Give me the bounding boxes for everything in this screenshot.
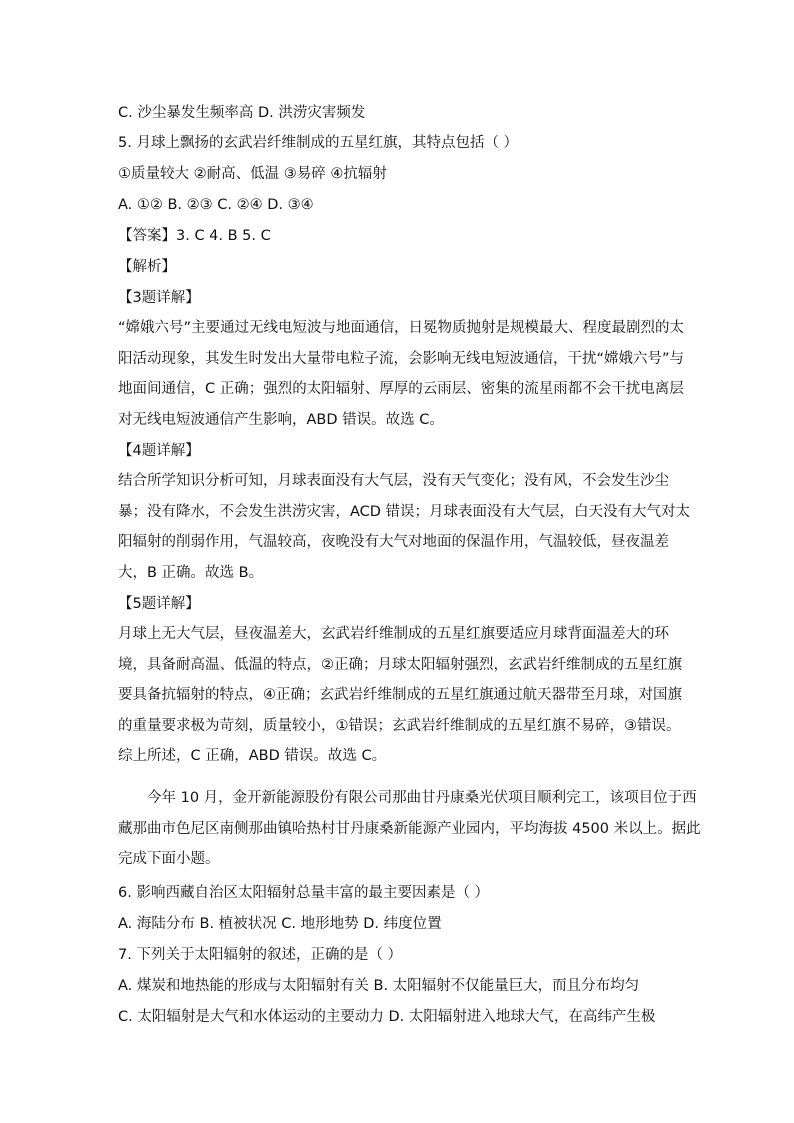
passage-line: 完成下面小题。 [118, 851, 220, 868]
q3-line: 对无线电短波通信产生影响，ABD 错误。故选 C。 [118, 411, 444, 428]
q4-line: 阳辐射的削弱作用，气温较高，夜晚没有大气对地面的保温作用，气温较低，昼夜温差 [118, 534, 669, 551]
q6-stem: 6. 影响西藏自治区太阳辐射总量丰富的最主要因素是（ ） [118, 885, 490, 901]
q4-options-cd: C. 沙尘暴发生频率高 D. 洪涝灾害频发 [118, 105, 366, 121]
q5-line: 要具备抗辐射的特点，④正确；玄武岩纤维制成的五星红旗通过航天器带至月球，对国旗 [118, 687, 682, 704]
q7-options-ab: A. 煤炭和地热能的形成与太阳辐射有关 B. 太阳辐射不仅能量巨大，而且分布均匀 [118, 978, 640, 994]
analysis-heading: 【解析】 [118, 259, 176, 275]
answer-line: 【答案】3. C 4. B 5. C [118, 228, 271, 244]
q5-detail-heading: 【5题详解】 [118, 596, 200, 612]
q5-explanation [118, 619, 682, 772]
passage-line: 今年 10 月，金开新能源股份有限公司那曲甘丹康桑光伏项目顺利完工，该项目位于西 [147, 790, 697, 806]
q7-options-cd: C. 太阳辐射是大气和水体运动的主要动力 D. 太阳辐射进入地球大气，在高纬产生极 [118, 1009, 656, 1025]
q7-stem: 7. 下列关于太阳辐射的叙述，正确的是（ ） [118, 947, 403, 963]
q5-stem: 5. 月球上飘扬的玄武岩纤维制成的五星红旗，其特点包括（ ） [118, 135, 519, 151]
q4-explanation [118, 466, 691, 588]
passage-line: 藏那曲市色尼区南侧那曲镇哈热村甘丹康桑新能源产业园内，平均海拔 4500 米以上。据此 [118, 820, 701, 837]
q3-line: “嫦娥六号”主要通过无线电短波与地面通信，日冕物质抛射是规模最大、程度最剧烈的太 [118, 320, 685, 336]
q3-line: 地面间通信，C 正确；强烈的太阳辐射、厚厚的云雨层、密集的流星雨都不会干扰电离层 [118, 381, 684, 398]
q4-line: 结合所学知识分析可知，月球表面没有大气层，没有天气变化；没有风，不会发生沙尘 [118, 473, 669, 489]
q4-detail-heading: 【4题详解】 [118, 443, 200, 459]
q5-line: 月球上无大气层，昼夜温差大，玄武岩纤维制成的五星红旗要适应月球背面温差大的环 [118, 626, 669, 642]
q3-explanation [118, 313, 685, 435]
q6-options: A. 海陆分布 B. 植被状况 C. 地形地势 D. 纬度位置 [118, 916, 442, 932]
q3-line: 阳活动现象，其发生时发出大量带电粒子流，会影响无线电短波通信，干扰“嫦娥六号”与 [118, 350, 685, 367]
q3-detail-heading: 【3题详解】 [118, 290, 200, 306]
q5-items: ①质量较大 ②耐高、低温 ③易碎 ④抗辐射 [118, 166, 387, 182]
q4-line: 大，B 正确。故选 B。 [118, 564, 264, 581]
q5-line: 综上所述，C 正确，ABD 错误。故选 C。 [118, 748, 387, 765]
q4-line: 暴；没有降水，不会发生洪涝灾害，ACD 错误；月球表面没有大气层，白天没有大气对太 [118, 503, 691, 520]
q5-line: 的重量要求极为苛刻，质量较小，①错误；玄武岩纤维制成的五星红旗不易碎，③错误。 [118, 717, 681, 734]
reading-passage [118, 783, 701, 875]
q5-options: A. ①② B. ②③ C. ②④ D. ③④ [118, 197, 314, 213]
q5-line: 境，具备耐高温、低温的特点，②正确；月球太阳辐射强烈，玄武岩纤维制成的五星红旗 [118, 656, 682, 673]
